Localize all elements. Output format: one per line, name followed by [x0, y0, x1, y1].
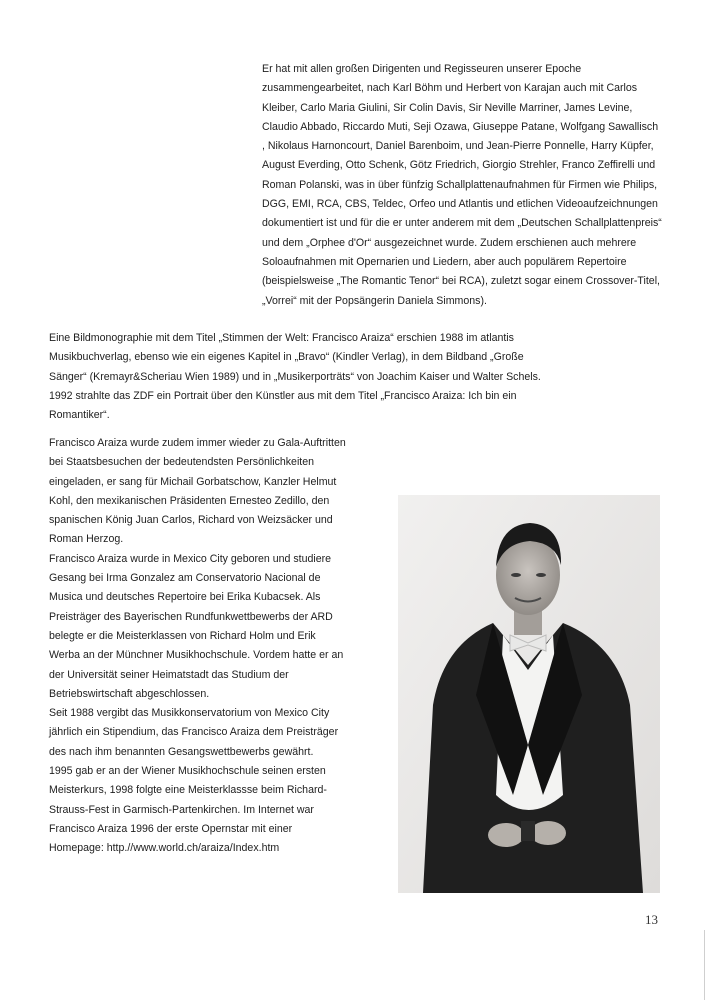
middle-paragraph-block — [49, 329, 549, 425]
page-number: 13 — [645, 912, 658, 927]
middle-paragraph: Eine Bildmonographie mit dem Titel „Stimmen der Welt: Francisco Araiza“ erschien 1988 im atlantis Musikbuchverlag, ebenso wie ein eigenes Kapitel in „Bravo“ (Kindler Verlag), in dem Bildband „Große Sänger“ (Kremayr&Scheriau Wien 1989) und in „Musikerporträts“ von Joachim Kaiser und Walter Schels. 1992 strahlte das ZDF ein Portrait über den Künstler aus mit dem Titel „Francisco Araiza: Ich bin ein Romantiker“. — [49, 332, 541, 422]
left-paragraph-masterclass: 1995 gab er an der Wiener Musikhochschule seinen ersten Meisterkurs, 1998 folgte eine Meisterklassse beim Richard-Strauss-Fest in Garmisch-Partenkirchen. Im Internet war Francisco Araiza 1996 der erste Opernstar mit einer Homepage: http.//www.world.ch/araiza/Index.htm — [49, 765, 327, 855]
left-paragraph-scholarship: Seit 1988 vergibt das Musikkonservatorium von Mexico City jährlich ein Stipendium, das Francisco Araiza dem Preisträger des nach ihm benannten Gesangswettbewerbs gewährt. — [49, 707, 339, 758]
portrait-photo — [398, 495, 660, 893]
left-paragraph-gala: Francisco Araiza wurde zudem immer wieder zu Gala-Auftritten bei Staatsbesuchen der bedeutendsten Persönlichkeiten eingeladen, er sang für Michail Gorbatschow, Kanzler Helmut Kohl, den mexikanischen Präsidenten Ernesteo Zedillo, den spanischen König Juan Carlos, Richard von Weizsäcker und Roman Herzog. — [49, 437, 346, 546]
top-paragraph: Er hat mit allen großen Dirigenten und Regisseuren unserer Epoche zusammengearbeitet, nach Karl Böhm und Herbert von Karajan auch mit Carlos Kleiber, Carlo Maria Giulini, Sir Colin Davis, Sir Neville Marriner, James Levine, Claudio Abbado, Riccardo Muti, Seji Ozawa, Giuseppe Patane, Wolfgang Sawallisch , Nikolaus Harnoncourt, Daniel Barenboim, und Jean-Pierre Ponnelle, Harry Küpfer, August Everding, Otto Schenk, Götz Friedrich, Giorgio Strehler, Franco Zeffirelli und Roman Polanski, was in über fünfzig Schallplattenaufnahmen für Firmen wie Philips, DGG, EMI, RCA, CBS, Teldec, Orfeo und Atlantis und etlichen Videoaufzeichnungen dokumentiert ist und für die er unter anderem mit dem „Deutschen Schallplattenpreis“ und dem „Orphee d'Or“ ausgezeichnet wurde. Zudem erschienen auch mehrere Soloaufnahmen mit Opernarien und Liedern, aber auch populärem Repertoire (beispielsweise „The Romantic Tenor“ bei RCA), zuletzt sogar einem Crossover-Titel, „Vorrei“ mit der Popsängerin Daniela Simmons). — [262, 63, 662, 307]
top-paragraph-block — [262, 60, 662, 311]
left-paragraph-biography: Francisco Araiza wurde in Mexico City geboren und studiere Gesang bei Irma Gonzalez am Conservatorio Nacional de Musica und deutsches Repertoire bei Erika Kubacsek. Als Preisträger des Bayerischen Rundfunkwettbewerbs der ARD belegte er die Meisterklassen von Richard Holm und Erik Werba an der Münchner Musikhochschule. Vordem hatte er an der Universität seiner Heimatstadt das Studium der Betriebswirtschaft abgeschlossen. — [49, 552, 344, 700]
portrait-illustration — [398, 495, 660, 893]
page-edge-divider — [704, 930, 705, 1000]
left-column-text — [49, 434, 349, 859]
